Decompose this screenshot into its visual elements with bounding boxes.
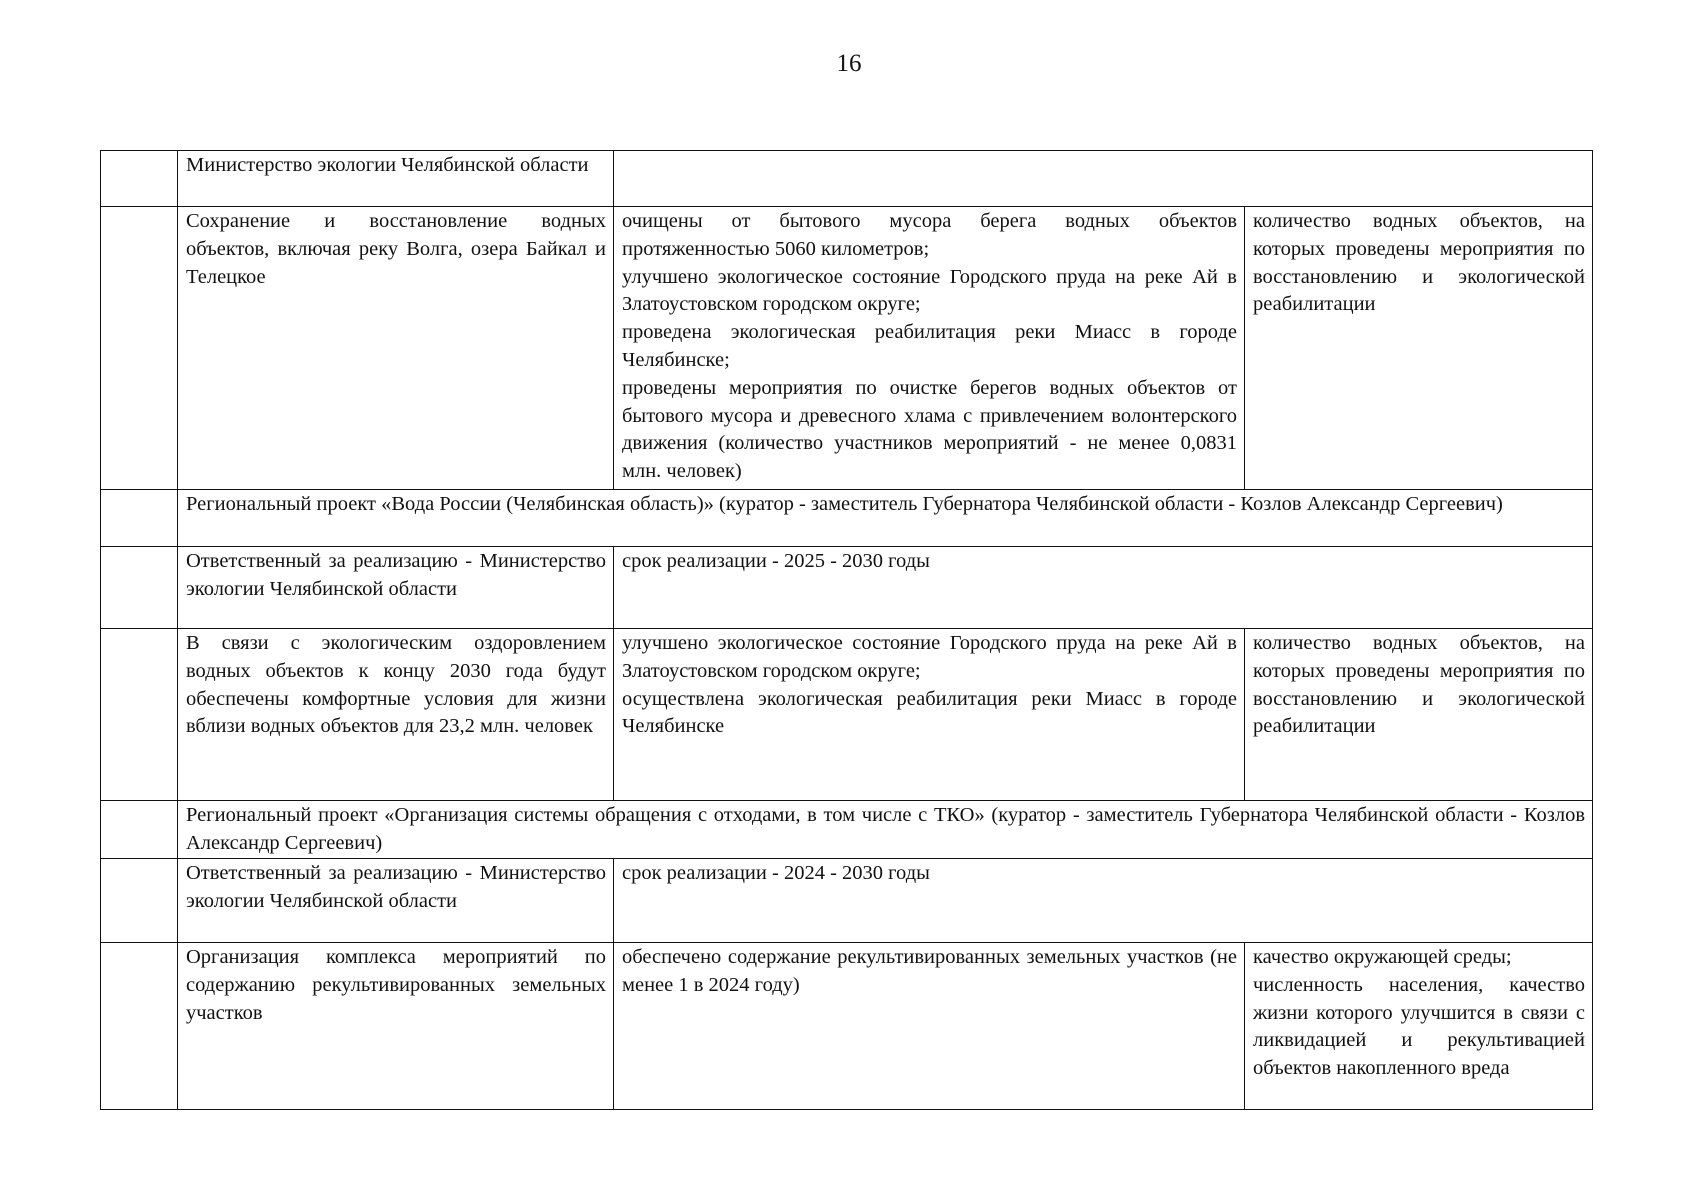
row-number-cell	[101, 547, 178, 629]
responsible-cell: Ответственный за реализацию - Министерство экологии Челябинской области	[178, 547, 614, 629]
implementation-period: срок реализации - 2025 - 2030 годы	[614, 547, 1593, 629]
table-row	[101, 629, 1593, 801]
result-item: улучшено экологическое состояние Городского пруда на реке Ай в Златоустовском городском округе;	[622, 265, 1237, 316]
page-number: 16	[836, 50, 862, 77]
task-cell: Сохранение и восстановление водных объектов, включая реку Волга, озера Байкал и Телецкое	[178, 207, 614, 490]
table-row	[101, 801, 1593, 859]
indicator-cell: количество водных объектов, на которых проведены мероприятия по восстановлению и экологической реабилитации	[1245, 629, 1593, 801]
regional-project-header: Региональный проект «Вода России (Челябинская область)» (куратор - заместитель Губернатора Челябинской области - Козлов Александр Сергеевич)	[178, 490, 1593, 547]
row-number-cell	[101, 801, 178, 859]
result-item: проведены мероприятия по очистке берегов водных объектов от бытового мусора и древесного хлама с привлечением волонтерского движения (количество участников мероприятий - не менее 0,0831 млн. человек)	[622, 376, 1237, 483]
row-number-cell	[101, 629, 178, 801]
indicator-item: численность населения, качество жизни которого улучшится в связи с ликвидацией и рекультивацией объектов накопленного вреда	[1253, 973, 1585, 1080]
row-number-cell	[101, 151, 178, 207]
result-item: осуществлена экологическая реабилитация реки Миасс в городе Челябинске	[622, 687, 1237, 738]
results-cell	[614, 629, 1245, 801]
table-row	[101, 490, 1593, 547]
ministry-cell: Министерство экологии Челябинской области	[178, 151, 614, 207]
implementation-period: срок реализации - 2024 - 2030 годы	[614, 859, 1593, 943]
row-number-cell	[101, 490, 178, 547]
task-cell: Организация комплекса мероприятий по содержанию рекультивированных земельных участков	[178, 943, 614, 1110]
responsible-cell: Ответственный за реализацию - Министерство экологии Челябинской области	[178, 859, 614, 943]
regional-project-header: Региональный проект «Организация системы обращения с отходами, в том числе с ТКО» (куратор - заместитель Губернатора Челябинской области - Козлов Александр Сергеевич)	[178, 801, 1593, 859]
table-row	[101, 943, 1593, 1110]
result-item: проведена экологическая реабилитация реки Миасс в городе Челябинске;	[622, 321, 1237, 371]
row-number-cell	[101, 943, 178, 1110]
indicator-cell: количество водных объектов, на которых проведены мероприятия по восстановлению и экологической реабилитации	[1245, 207, 1593, 490]
result-item: очищены от бытового мусора берега водных объектов протяженностью 5060 километров;	[622, 210, 1237, 260]
row-number-cell	[101, 207, 178, 490]
empty-cell	[614, 151, 1593, 207]
program-table	[100, 150, 1593, 1110]
indicator-cell	[1245, 943, 1593, 1110]
row-number-cell	[101, 859, 178, 943]
table-row	[101, 859, 1593, 943]
task-cell: В связи с экологическим оздоровлением водных объектов к концу 2030 года будут обеспечены комфортные условия для жизни вблизи водных объектов для 23,2 млн. человек	[178, 629, 614, 801]
table-row	[101, 207, 1593, 490]
table-row	[101, 151, 1593, 207]
indicator-item: качество окружающей среды;	[1253, 946, 1512, 968]
table-row	[101, 547, 1593, 629]
result-item: улучшено экологическое состояние Городского пруда на реке Ай в Златоустовском городском округе;	[622, 632, 1237, 682]
results-cell	[614, 207, 1245, 490]
results-cell: обеспечено содержание рекультивированных земельных участков (не менее 1 в 2024 году)	[614, 943, 1245, 1110]
